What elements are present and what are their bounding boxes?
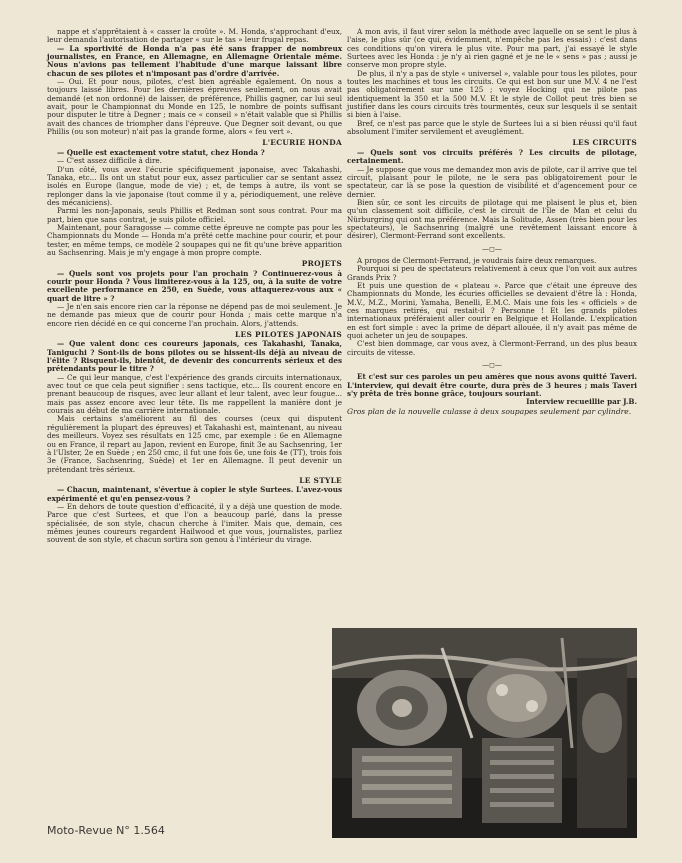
paragraph: — Je n'en sais encore rien car la réponse ne dépend pas de moi seulement. Je ne demande pas mieux que de courir pour Honda ; mais cette marque n'a encore rien décidé en ce qui concerne l'an prochain. Alors, j'attends. (47, 302, 342, 328)
paragraph: Bref, ce n'est pas parce que le style de Surtees lui a si bien réussi qu'il faut absolument l'imiter servilement et aveuglément. (347, 118, 637, 137)
question-paragraph: — Quels sont vos projets pour l'an prochain ? Continuerez-vous à courir pour Honda ? Vous limiterez-vous à la 125, ou, à la suite de votre excellente performance en 250, en Suède, vous attaquerez-vous aux « quart de litre » ? (47, 268, 342, 303)
section-heading: LES CIRCUITS (572, 138, 637, 148)
paragraph: Mais certains s'améliorent au fil des courses (ceux qui disputent régulièrement la plupart des épreuves) et Takahashi est, maintenant, au niveau des meilleurs. Voyez ses résultats en 125 cmc, par exemple : 6e en Allemagne ou en France, il repart au Japon, revient en Europe, finit 3e au Sachsenring, 1er à l'Ulster, 2e en Suède ; en 250 cmc, il fut une fois 6e, une fois 4e (TT), trois fois 3e (France, Sachsenring, Suède) et 1er en Allemagne. Il peut devenir un prétendant très sérieux. (47, 414, 342, 474)
paragraph: C'est bien dommage, car vous avez, à Clermont-Ferrand, un des plus beaux circuits de vitesse. (347, 339, 637, 357)
question-paragraph: — Quelle est exactement votre statut, chez Honda ? (57, 147, 265, 157)
paragraph: — Oui. Et pour nous, pilotes, c'est bien agréable également. On nous a toujours laissé libres. Pour les dernières épreuves seulement, on nous avait demandé (et non ordonné) de laisser, de préférence, Phillis gagner, car lui seul avait, pour le Championnat du Monde en 125, le nombre de points suffisant pour disputer le titre à Degner ; mais ce « conseil » n'était valable que si Phillis avait des chances de triompher dans l'épreuve. Que Degner soit devant, ou que Phillis (ou son moteur) n'ait pas la grande forme, alors « feu vert ». (47, 77, 342, 137)
paragraph: — En dehors de toute question d'efficacité, il y a déjà une question de mode. Parce que c'est Surtees, et que l'on a beaucoup parlé, dans la presse spécialisée, de son style, chacun cherche à l'imiter. Mais que, demain, ces mêmes jeunes coureurs regardent Hailwood et que vous, journalistes, parliez souvent de son style, et chacun sortira son genou à l'intérieur du virage. (47, 501, 342, 545)
footer-issue-label: Moto-Revue N° 1.564 (47, 824, 165, 837)
section-heading: L'ECURIE HONDA (262, 138, 342, 148)
paragraph: A propos de Clermont-Ferrand, je voudrais faire deux remarques. (357, 255, 597, 265)
paragraph: Maintenant, pour Saragosse — comme cette épreuve ne compte pas pour les Championnats du Monde — Honda m'a prêté cette machine pour courir, et pour tester, en même temps, ce modèle 2 soupapes qui ne fit qu'une brève apparition au Sachsenring. Mais je m'y engage à mon propre compte. (47, 222, 342, 257)
interview-credit: Interview recueillie par J.B. (526, 397, 637, 407)
question-paragraph: — Quels sont vos circuits préférés ? Les circuits de pilotage, certainement. (347, 147, 637, 166)
photo-caption: Gros plan de la nouvelle culasse à deux soupapes seulement par cylindre. (347, 406, 632, 416)
section-heading: PROJETS (301, 259, 342, 269)
right-column (347, 28, 637, 416)
paragraph: Parmi les non-Japonais, seuls Phillis et Redman sont sous contrat. Pour ma part, bien que sans contrat, je suis pilote officiel. (47, 206, 342, 224)
paragraph: Pourquoi si peu de spectateurs relativement à ceux que l'on voit aux autres Grands Prix ? (347, 264, 637, 282)
question-paragraph: — La sportivité de Honda n'a pas été sans frapper de nombreux journalistes, en France, en Allemagne, en Allemagne Orientale même. Nous n'avions pas tellement l'habitude d'une marque laissant libre chacun de ses pilotes et n'imposant pas d'ordre d'arrivée. (47, 43, 342, 78)
left-column (47, 28, 342, 545)
paragraph: Et puis une question de « plateau ». Parce que c'était une épreuve des Championnats du Monde, les écuries officielles se devaient d'être là : Honda, M.V., M.Z., Morini, Yamaha, Benelli, E.M.C. Mais une fois les « officiels » de ces marques retirés, qui restait-il ? Personne ! Et les grands pilotes internationaux préféraient aller courir en Belgique et Hollande. L'explication en est fort simple : avec la prime de départ allouée, il n'y avait pas même de quoi acheter un jeu de soupapes. (347, 280, 637, 341)
question-paragraph: — Que valent donc ces coureurs japonais, ces Takahashi, Tanaka, Taniguchi ? Sont-ils de bons pilotes ou se hissent-ils déjà au niveau de l'élite ? Risquent-ils, bientôt, de devenir des concurrents sérieux et des prétendants pour le titre ? (47, 339, 342, 374)
paragraph: Bien sûr, ce sont les circuits de pilotage qui me plaisent le plus et, bien qu'un classement soit difficile, c'est le circuit de l'île de Man et celui du Nürburgring qui ont ma préférence. Mais la Solitude, Assen (très bien pour les spectateurs), le Sachsenring (malgré une revêtement laissant encore à désirer), Clermont-Ferrand sont excellents. (347, 197, 637, 241)
question-paragraph: — Chacun, maintenant, s'évertue à copier le style Surtees. L'avez-vous expérimenté et qu'en pensez-vous ? (47, 485, 342, 503)
engine-cylinder-head-photo (332, 628, 637, 838)
paragraph: — Ce qui leur manque, c'est l'expérience des grands circuits internationaux, avec tout ce que cela peut signifier : sens tactique, etc... Ils courent encore en prenant beaucoup de risques, avec leur allant et leur talent, avec leur fougue... mais pas assez encore avec leur tête. Ils me rappellent la manière dont je courais au début de ma carrière internationale. (47, 372, 342, 416)
paragraph: nappe et s'apprêtaient à « casser la croûte ». M. Honda, s'approchant d'eux, leur demanda l'autorisation de partager « sur le tas » leur frugal repas. (47, 27, 342, 45)
paragraph: — Je suppose que vous me demandez mon avis de pilote, car il arrive que tel circuit, plaisant pour le pilote, ne le sera pas obligatoirement pour le spectateur, car là se pose la question de visibilité et d'agencement pour ce dernier. (347, 164, 637, 199)
section-heading: LE STYLE (299, 475, 342, 485)
paragraph: D'un côté, vous avez l'écurie spécifiquement japonaise, avec Takahashi, Tanaka, etc... Ils ont un statut pour eux, assez particulier car se sentant assez isolés en Europe (langue, mode de vie) ; et, de temps à autre, ils vont se replonger dans la vie japonaise (tout comme il y a, périodiquement, une relève des mécaniciens). (47, 164, 342, 207)
paragraph: A mon avis, il faut virer selon la méthode avec laquelle on se sent le plus à l'aise, le plus sûr (ce qui, évidemment, n'empêche pas les essais) : c'est dans ces conditions qu'on virera le plus vite. Pour ma part, j'ai essayé le style Surtees avec les Honda : je n'y ai rien gagné et je ne le « sens » pas ; aussi je conserve mon propre style. (347, 27, 637, 70)
question-paragraph: Et c'est sur ces paroles un peu amères que nous avons quitté Taveri. L'interview, qui devait être courte, dura près de 3 heures ; mais Taveri s'y prêta de très bonne grâce, toujours souriant. (347, 372, 637, 399)
paragraph: — C'est assez difficile à dire. (57, 156, 162, 166)
separator: —◻— (482, 244, 502, 253)
paragraph: De plus, il n'y a pas de style « universel », valable pour tous les pilotes, pour toutes les machines et tous les circuits. Ce qui est bon sur une M.V. 4 ne l'est pas obligatoirement sur une 125 ; voyez Hocking qui ne pilote pas identiquement la 350 et la 500 M.V. Et le style de Collot peut très bien se justifier dans les cours circuits très tourmentés, ceux sur lesquels il se sentait si bien à l'aise. (347, 68, 637, 120)
section-heading: LES PILOTES JAPONAIS (235, 330, 342, 340)
separator: —◻— (482, 361, 502, 370)
